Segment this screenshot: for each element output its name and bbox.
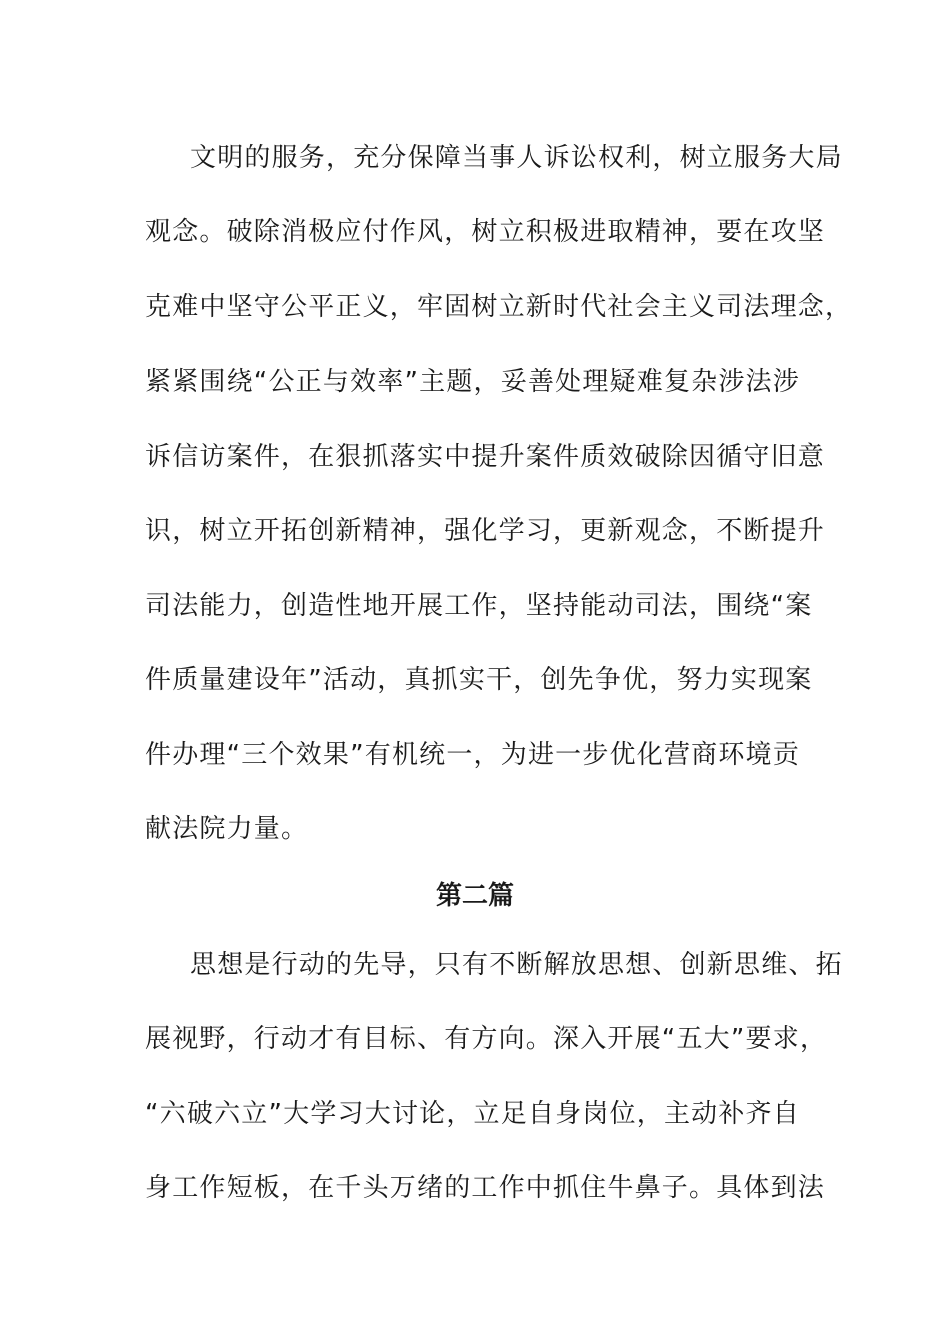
paragraph-line: 紧紧围绕“公正与效率”主题，妥善处理疑难复杂涉法涉	[145, 367, 800, 397]
paragraph-line: 身工作短板，在千头万绪的工作中抓住牛鼻子。具体到法	[145, 1173, 826, 1203]
paragraph-line: 展视野，行动才有目标、有方向。深入开展“五大”要求，	[145, 1024, 828, 1054]
paragraph-line: 献法院力量。	[145, 814, 309, 844]
paragraph-line: “六破六立”大学习大讨论，立足自身岗位，主动补齐自	[145, 1099, 800, 1129]
paragraph-line: 件办理“三个效果”有机统一，为进一步优化营商环境贡	[145, 740, 800, 770]
paragraph-line: 件质量建设年”活动，真抓实干，创先争优，努力实现案	[145, 665, 813, 695]
paragraph-line: 诉信访案件，在狠抓落实中提升案件质效破除因循守旧意	[145, 442, 826, 472]
paragraph-line: 思想是行动的先导，只有不断解放思想、创新思维、拓	[190, 950, 843, 980]
paragraph-line: 司法能力，创造性地开展工作，坚持能动司法，围绕“案	[145, 591, 813, 621]
paragraph-line: 文明的服务，充分保障当事人诉讼权利，树立服务大局	[190, 143, 843, 173]
paragraph-line: 识，树立开拓创新精神，强化学习，更新观念，不断提升	[145, 516, 826, 546]
paragraph-line: 克难中坚守公平正义，牢固树立新时代社会主义司法理念，	[145, 292, 853, 322]
paragraph-line: 观念。破除消极应付作风，树立积极进取精神，要在攻坚	[145, 217, 826, 247]
section-heading: 第二篇	[435, 881, 514, 911]
